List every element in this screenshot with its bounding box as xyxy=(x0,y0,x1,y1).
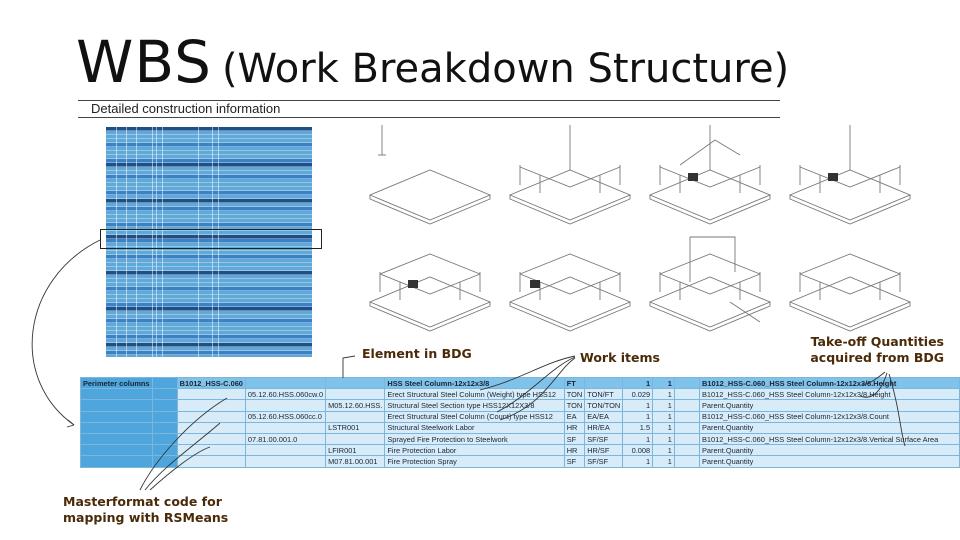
table-cell: Sprayed Fire Protection to Steelwork xyxy=(385,433,564,444)
table-cell: 07.81.00.001.0 xyxy=(245,433,325,444)
table-cell: 1 xyxy=(623,411,653,422)
table-cell: Parent.Quantity xyxy=(700,400,960,411)
table-cell: Parent.Quantity xyxy=(700,456,960,467)
callout-work-items: Work items xyxy=(580,350,660,365)
table-cell: EA xyxy=(564,411,584,422)
table-cell: 1 xyxy=(653,456,675,467)
title-rest: (Work Breakdown Structure) xyxy=(221,46,790,92)
table-cell: 1 xyxy=(653,445,675,456)
table-cell: B1012_HSS-C.060_HSS Steel Column-12x12x3/8.Count xyxy=(700,411,960,422)
table-cell: HR/SF xyxy=(585,445,623,456)
table-cell: 1 xyxy=(623,433,653,444)
connector-masterformat-3 xyxy=(150,447,210,490)
table-cell: TON/FT xyxy=(585,389,623,400)
connector-takeoff-2 xyxy=(860,373,887,397)
table-cell: HR xyxy=(564,422,584,433)
connector-work-items-3 xyxy=(500,358,575,420)
table-cell: SF xyxy=(564,456,584,467)
callout-masterformat-line2: mapping with RSMeans xyxy=(63,510,229,525)
table-cell: 1 xyxy=(653,411,675,422)
slide-subtitle: Detailed construction information xyxy=(91,101,281,116)
table-cell: TON xyxy=(564,400,584,411)
table-cell: Structural Steelwork Labor xyxy=(385,422,564,433)
table-cell: 1 xyxy=(653,400,675,411)
table-cell: TON/TON xyxy=(585,400,623,411)
connector-work-items-1 xyxy=(480,356,575,390)
connector-element xyxy=(343,356,355,378)
table-cell: LSTR001 xyxy=(326,422,385,433)
connector-masterformat-1 xyxy=(140,398,227,490)
table-cell: FT xyxy=(564,378,584,389)
callout-takeoff-line2: acquired from BDG xyxy=(810,350,944,365)
connector-takeoff-1 xyxy=(862,372,885,384)
table-cell: 1 xyxy=(623,400,653,411)
table-cell: Fire Protection Labor xyxy=(385,445,564,456)
table-cell: M07.81.00.001 xyxy=(326,456,385,467)
table-cell: 1 xyxy=(653,422,675,433)
callout-takeoff-line1: Take-off Quantities xyxy=(810,334,944,349)
callout-masterformat-line1: Masterformat code for xyxy=(63,494,222,509)
table-cell: HR xyxy=(564,445,584,456)
table-cell: LFIR001 xyxy=(326,445,385,456)
table-cell: 0.029 xyxy=(623,389,653,400)
table-cell: Perimeter columns xyxy=(81,378,153,389)
connector-takeoff-3 xyxy=(889,374,905,446)
table-cell: 05.12.60.HSS.060cw.0 xyxy=(245,389,325,400)
table-cell: SF xyxy=(564,433,584,444)
table-cell: SF/SF xyxy=(585,433,623,444)
table-cell: 05.12.60.HSS.060cc.0 xyxy=(245,411,325,422)
table-cell: B1012_HSS-C.060_HSS Steel Column-12x12x3/8.Height xyxy=(700,389,960,400)
table-cell: TON xyxy=(564,389,584,400)
table-cell: SF/SF xyxy=(585,456,623,467)
connector-thumbnail-to-table xyxy=(32,240,100,425)
table-cell: 1 xyxy=(623,378,653,389)
table-cell: 1 xyxy=(623,456,653,467)
table-cell: B1012_HSS-C.060 xyxy=(177,378,245,389)
callout-element-in-bdg: Element in BDG xyxy=(362,346,472,361)
table-cell: 1 xyxy=(653,433,675,444)
table-cell: EA/EA xyxy=(585,411,623,422)
table-cell: B1012_HSS-C.060_HSS Steel Column-12x12x3/8.Height xyxy=(700,378,960,389)
table-cell: Parent.Quantity xyxy=(700,422,960,433)
table-cell: 1 xyxy=(653,389,675,400)
table-cell: M05.12.60.HSS. xyxy=(326,400,385,411)
table-cell: Erect Structural Steel Column (Weight) type HSS12 xyxy=(385,389,564,400)
title-main: WBS xyxy=(76,28,212,96)
table-cell: Structural Steel Section type HSS12X12X3/8 xyxy=(385,400,564,411)
table-cell: Erect Structural Steel Column (Count) type HSS12 xyxy=(385,411,564,422)
table-cell: HSS Steel Column-12x12x3/8 xyxy=(385,378,564,389)
connector-work-items-2 xyxy=(497,357,575,412)
table-cell: 0.008 xyxy=(623,445,653,456)
table-cell: Fire Protection Spray xyxy=(385,456,564,467)
table-cell: 1.5 xyxy=(623,422,653,433)
table-cell: HR/EA xyxy=(585,422,623,433)
table-cell: B1012_HSS-C.060_HSS Steel Column-12x12x3/8.Vertical Surface Area xyxy=(700,433,960,444)
table-cell: Parent.Quantity xyxy=(700,445,960,456)
table-cell: 1 xyxy=(653,378,675,389)
